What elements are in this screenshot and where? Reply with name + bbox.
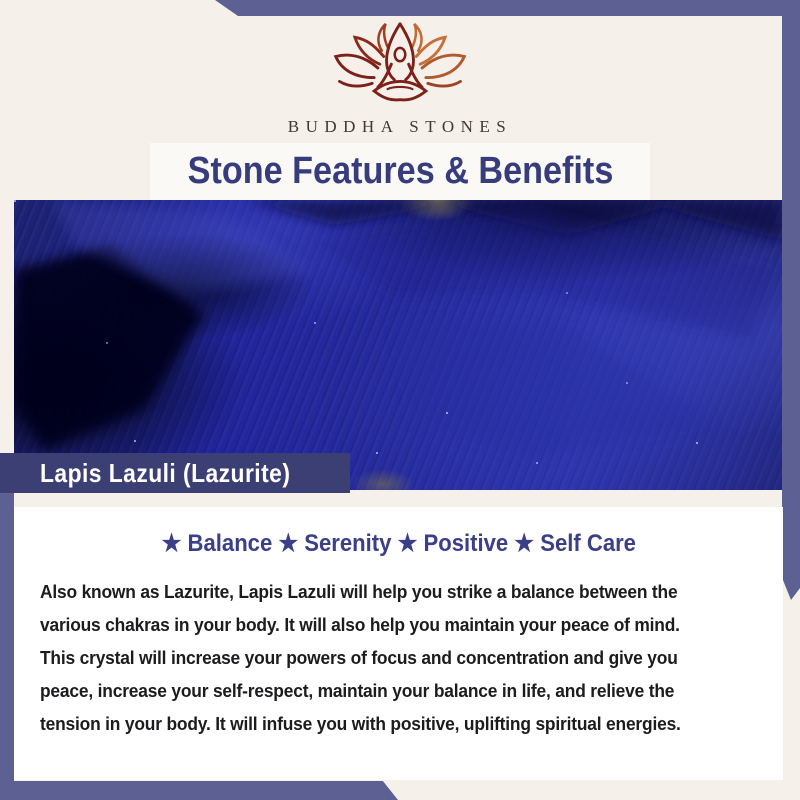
- stone-speckles: [14, 200, 16, 202]
- description-paragraph: [40, 575, 754, 740]
- right-edge-ribbon: [782, 0, 800, 600]
- page-title: Stone Features & Benefits: [187, 150, 613, 192]
- stone-name: Lapis Lazuli (Lazurite): [40, 457, 291, 488]
- benefit-tags-row: [14, 529, 783, 558]
- description-line: Also known as Lazurite, Lapis Lazuli will help you strike a balance between the: [40, 581, 678, 602]
- description-line: This crystal will increase your powers of focus and concentration and give you: [40, 647, 678, 668]
- title-banner: [150, 143, 650, 200]
- description-line: peace, increase your self-respect, maintain your balance in life, and relieve the: [40, 680, 675, 701]
- brand-name: BUDDHA STONES: [287, 117, 513, 136]
- top-corner-band: [0, 0, 800, 16]
- lotus-meditation-icon: [325, 20, 475, 116]
- description-line: tension in your body. It will infuse you with positive, uplifting spiritual energies.: [40, 713, 681, 734]
- bottom-corner-band: [0, 781, 398, 800]
- left-edge-strip: [0, 492, 14, 800]
- stone-name-banner: [0, 453, 350, 493]
- benefit-tags: ★ Balance ★ Serenity ★ Positive ★ Self Care: [161, 530, 636, 557]
- stone-photo: [14, 200, 782, 490]
- benefits-card: [14, 507, 783, 780]
- description-line: various chakras in your body. It will also help you maintain your peace of mind.: [40, 614, 680, 635]
